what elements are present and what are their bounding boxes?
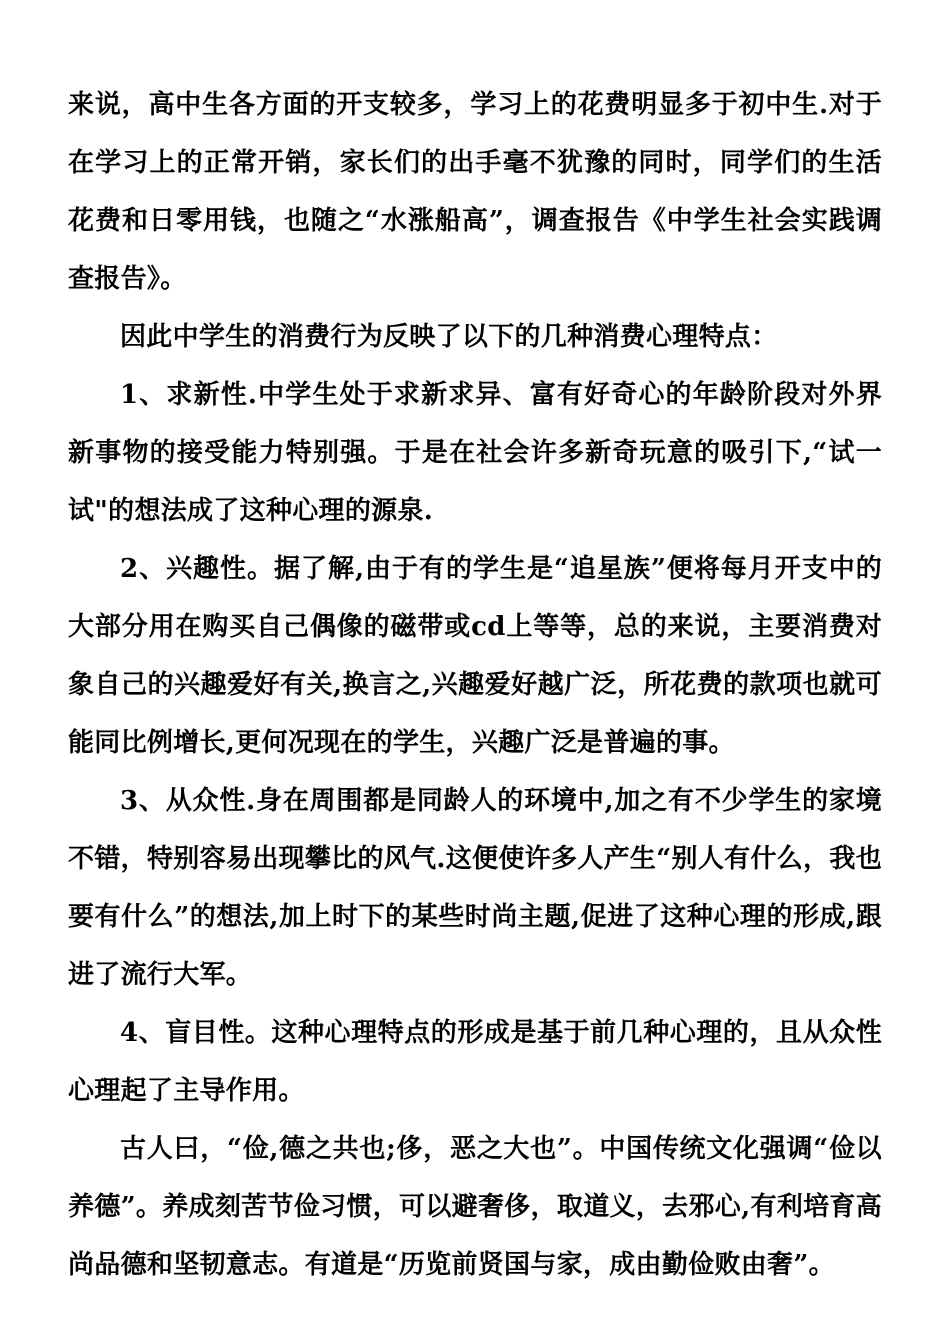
paragraph-novelty: 1、求新性.中学生处于求新求异、富有好奇心的年龄阶段对外界新事物的接受能力特别强。于是在社会许多新奇玩意的吸引下,“试一试"的想法成了这种心理的源泉. xyxy=(68,380,882,526)
paragraph-summary: 因此中学生的消费行为反映了以下的几种消费心理特点： xyxy=(120,322,778,352)
paragraph-conclusion: 古人曰，“俭,德之共也;侈，恶之大也”。中国传统文化强调“俭以养德”。养成刻苦节俭习惯，可以避奢侈，取道义，去邪心,有利培育高尚品德和坚韧意志。有道是“历览前贤国与家，成由勤俭败由奢”。 xyxy=(68,1134,882,1280)
paragraph-interest: 2、兴趣性。据了解,由于有的学生是“追星族”便将每月开支中的大部分用在购买自己偶像的磁带或cd上等等，总的来说，主要消费对象自己的兴趣爱好有关,换言之,兴趣爱好越广泛，所花费的款项也就可能同比例增长,更何况现在的学生，兴趣广泛是普遍的事。 xyxy=(68,554,882,758)
document-page xyxy=(68,76,882,1294)
paragraph-intro: 来说，高中生各方面的开支较多，学习上的花费明显多于初中生.对于在学习上的正常开销，家长们的出手毫不犹豫的同时，同学们的生活花费和日零用钱，也随之“水涨船高”，调查报告《中学生社会实践调查报告》。 xyxy=(68,90,882,294)
paragraph-conformity: 3、从众性.身在周围都是同龄人的环境中,加之有不少学生的家境不错，特别容易出现攀比的风气.这便使许多人产生“别人有什么，我也要有什么”的想法,加上时下的某些时尚主题,促进了这种心理的形成,跟进了流行大军。 xyxy=(68,786,882,990)
paragraph-blindness: 4、盲目性。这种心理特点的形成是基于前几种心理的，且从众性心理起了主导作用。 xyxy=(68,1018,882,1106)
